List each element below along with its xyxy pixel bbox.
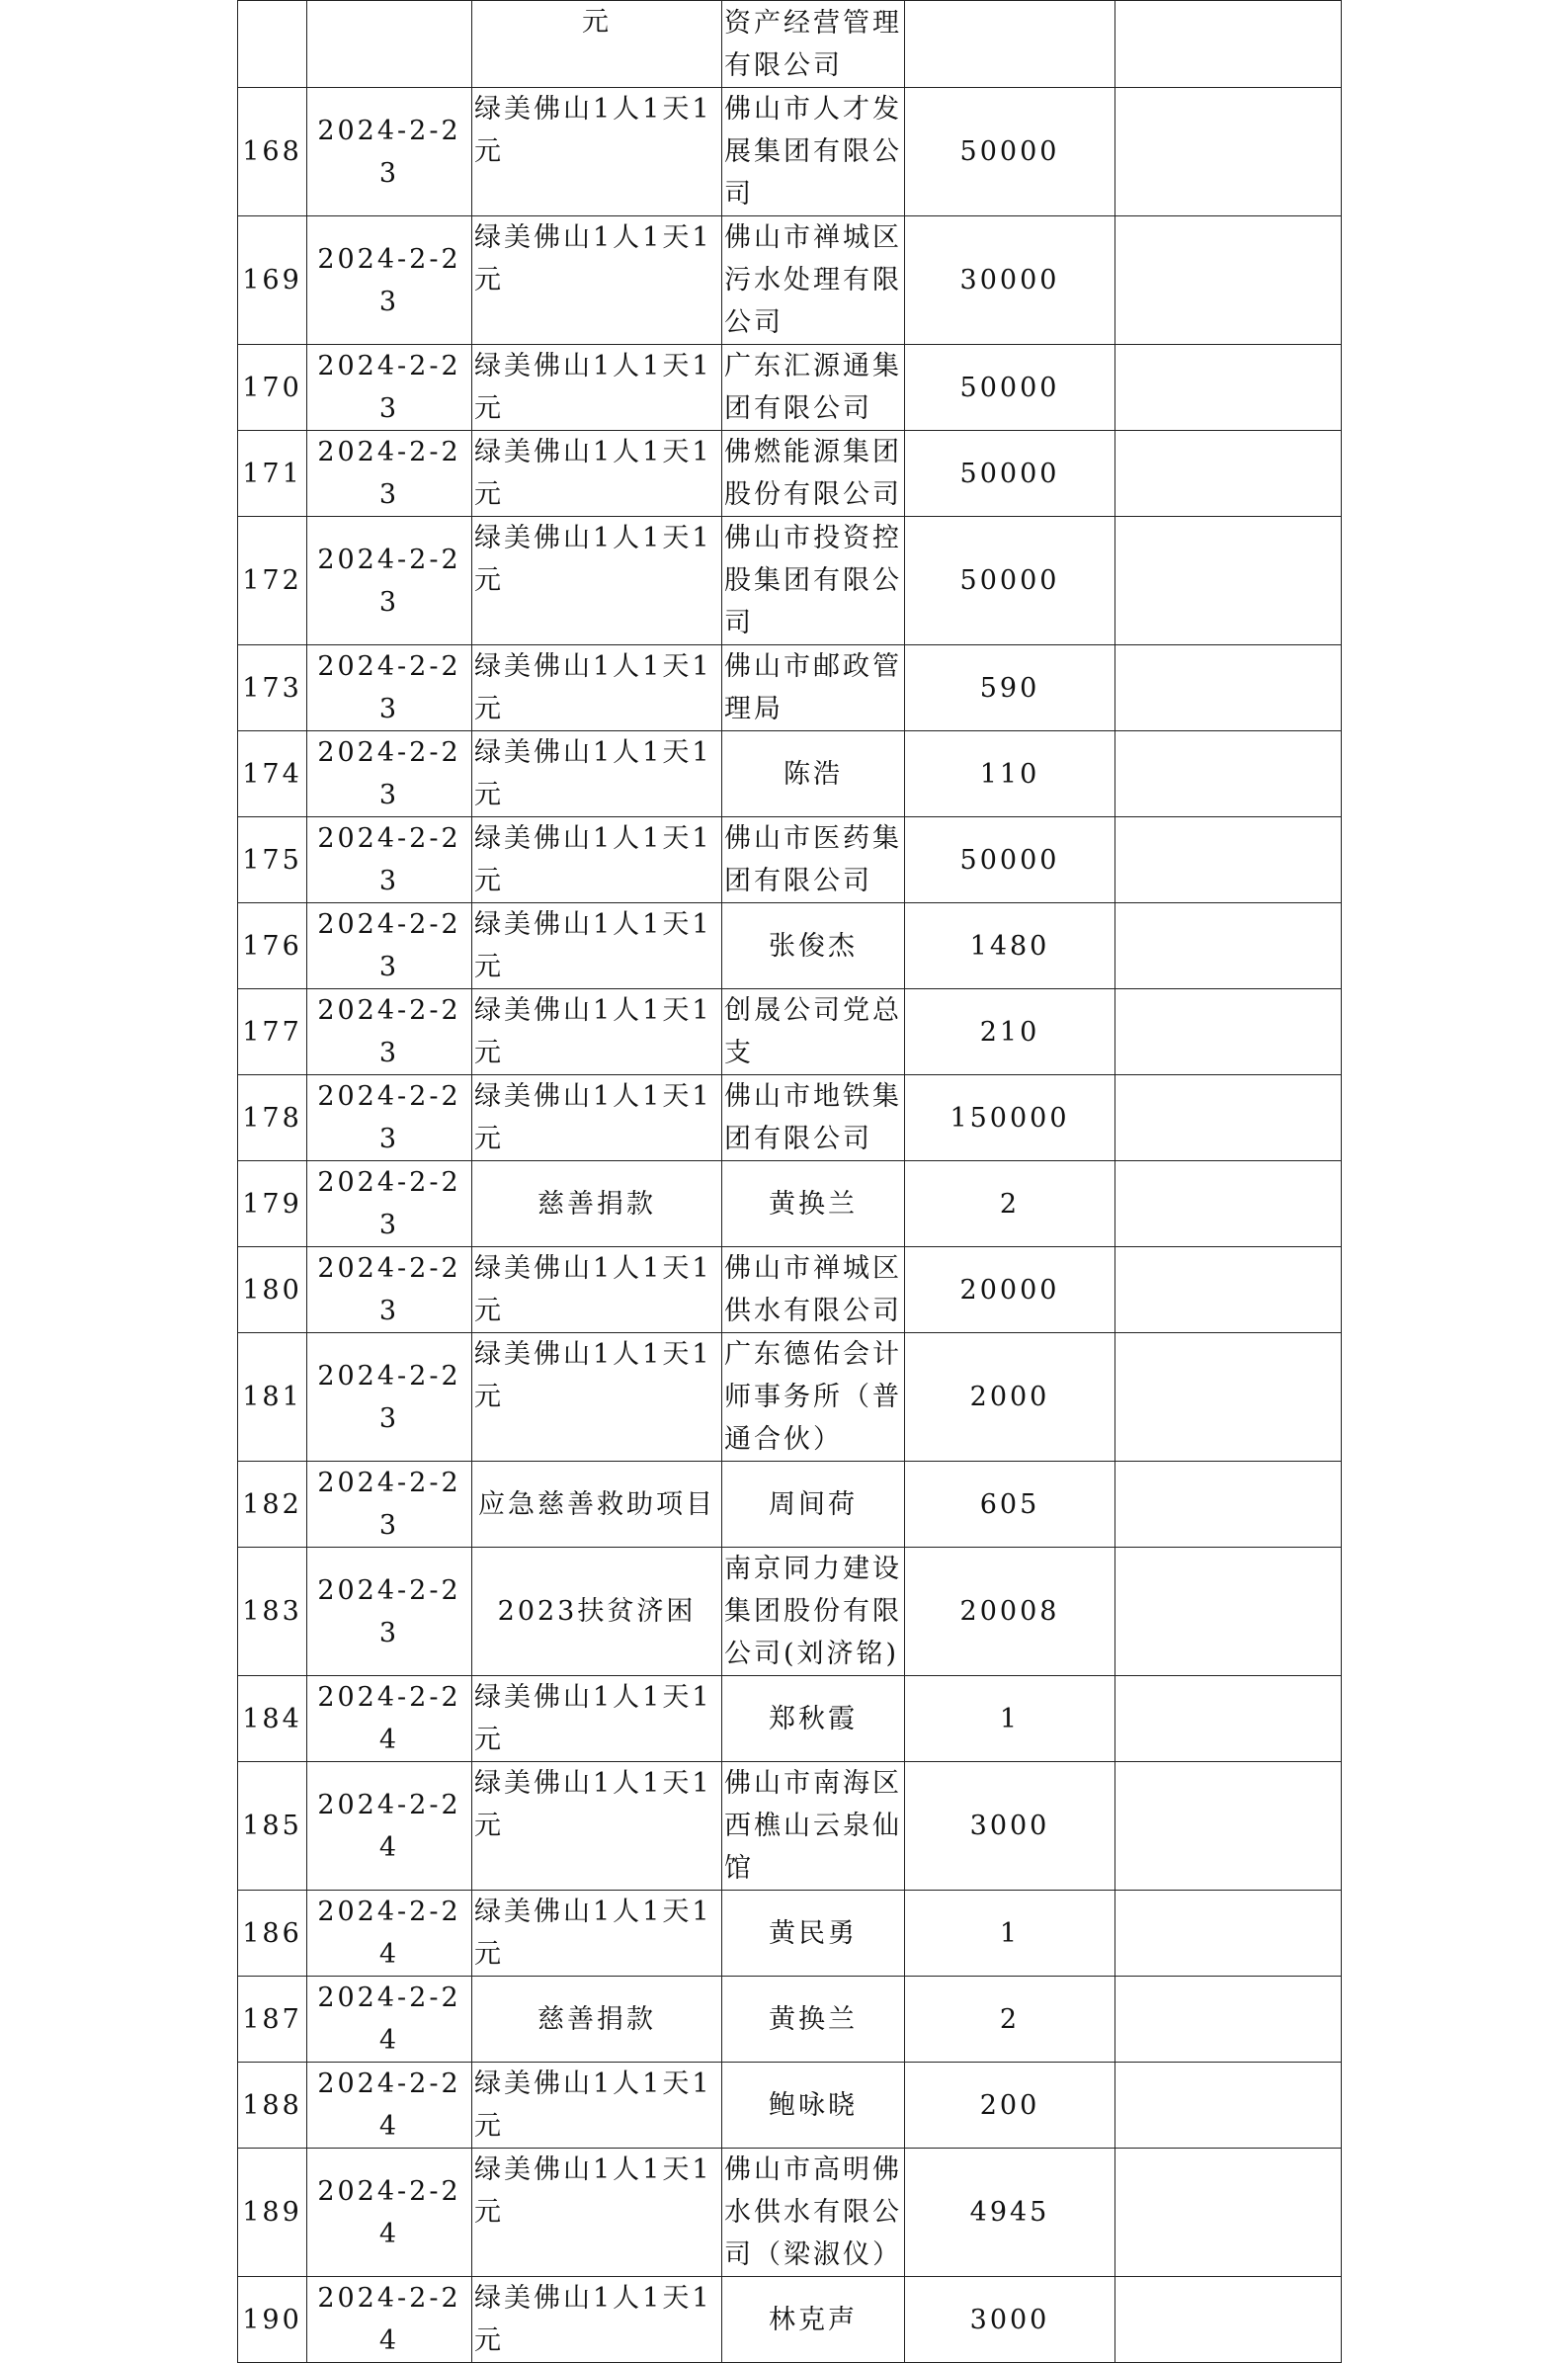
- note-cell: [1115, 1, 1342, 88]
- note-cell: [1115, 1161, 1342, 1247]
- project-cell: 绿美佛山1人1天1元: [472, 345, 722, 431]
- date-cell: 2024-2-23: [307, 345, 472, 431]
- amount-cell: 210: [905, 989, 1115, 1075]
- no-cell: 172: [238, 517, 307, 645]
- donation-table: [237, 0, 1342, 2363]
- no-cell: 189: [238, 2149, 307, 2277]
- note-cell: [1115, 903, 1342, 989]
- table-row: [238, 1548, 1342, 1676]
- amount-cell: 50000: [905, 345, 1115, 431]
- table-row: [238, 1161, 1342, 1247]
- table-row: [238, 903, 1342, 989]
- table-row: [238, 2063, 1342, 2149]
- no-cell: 187: [238, 1977, 307, 2063]
- amount-cell: 50000: [905, 88, 1115, 216]
- donor-cell: 黄民勇: [722, 1891, 905, 1977]
- donor-cell: 鲍咏晓: [722, 2063, 905, 2149]
- date-cell: [307, 1, 472, 88]
- no-cell: 181: [238, 1333, 307, 1462]
- date-cell: 2024-2-23: [307, 1462, 472, 1548]
- no-cell: 186: [238, 1891, 307, 1977]
- table-row: [238, 731, 1342, 817]
- table-row: [238, 216, 1342, 345]
- table-row: [238, 431, 1342, 517]
- project-cell: 慈善捐款: [472, 1977, 722, 2063]
- date-cell: 2024-2-23: [307, 645, 472, 731]
- date-cell: 2024-2-23: [307, 731, 472, 817]
- note-cell: [1115, 989, 1342, 1075]
- table-row: [238, 88, 1342, 216]
- no-cell: 178: [238, 1075, 307, 1161]
- donor-cell: 陈浩: [722, 731, 905, 817]
- amount-cell: 590: [905, 645, 1115, 731]
- no-cell: 177: [238, 989, 307, 1075]
- amount-cell: 150000: [905, 1075, 1115, 1161]
- date-cell: 2024-2-23: [307, 88, 472, 216]
- donor-cell: 佛山市禅城区供水有限公司: [722, 1247, 905, 1333]
- date-cell: 2024-2-23: [307, 431, 472, 517]
- note-cell: [1115, 517, 1342, 645]
- project-cell: 绿美佛山1人1天1元: [472, 431, 722, 517]
- note-cell: [1115, 817, 1342, 903]
- donor-cell: 佛燃能源集团股份有限公司: [722, 431, 905, 517]
- note-cell: [1115, 1247, 1342, 1333]
- amount-cell: 1480: [905, 903, 1115, 989]
- note-cell: [1115, 1676, 1342, 1762]
- note-cell: [1115, 731, 1342, 817]
- table-row-continued: [238, 1, 1342, 88]
- table-row: [238, 1762, 1342, 1891]
- project-cell: 绿美佛山1人1天1元: [472, 731, 722, 817]
- note-cell: [1115, 1462, 1342, 1548]
- note-cell: [1115, 345, 1342, 431]
- date-cell: 2024-2-23: [307, 1247, 472, 1333]
- amount-cell: 2: [905, 1161, 1115, 1247]
- table-row: [238, 1247, 1342, 1333]
- date-cell: 2024-2-23: [307, 216, 472, 345]
- note-cell: [1115, 1548, 1342, 1676]
- note-cell: [1115, 1891, 1342, 1977]
- note-cell: [1115, 2277, 1342, 2363]
- table-row: [238, 1075, 1342, 1161]
- donor-cell: 佛山市人才发展集团有限公司: [722, 88, 905, 216]
- project-cell: 绿美佛山1人1天1元: [472, 989, 722, 1075]
- donor-cell: 广东汇源通集团有限公司: [722, 345, 905, 431]
- date-cell: 2024-2-24: [307, 2063, 472, 2149]
- note-cell: [1115, 645, 1342, 731]
- date-cell: 2024-2-24: [307, 1762, 472, 1891]
- amount-cell: 50000: [905, 431, 1115, 517]
- date-cell: 2024-2-23: [307, 1161, 472, 1247]
- amount-cell: 1: [905, 1891, 1115, 1977]
- no-cell: 174: [238, 731, 307, 817]
- no-cell: 185: [238, 1762, 307, 1891]
- no-cell: 190: [238, 2277, 307, 2363]
- table-row: [238, 517, 1342, 645]
- no-cell: 175: [238, 817, 307, 903]
- date-cell: 2024-2-24: [307, 2277, 472, 2363]
- amount-cell: 605: [905, 1462, 1115, 1548]
- donor-cell: 佛山市南海区西樵山云泉仙馆: [722, 1762, 905, 1891]
- project-cell: 2023扶贫济困: [472, 1548, 722, 1676]
- table-row: [238, 2149, 1342, 2277]
- amount-cell: 50000: [905, 817, 1115, 903]
- no-cell: 171: [238, 431, 307, 517]
- donation-table-body: [238, 1, 1342, 2363]
- date-cell: 2024-2-23: [307, 989, 472, 1075]
- donor-cell: 广东德佑会计师事务所（普通合伙）: [722, 1333, 905, 1462]
- note-cell: [1115, 216, 1342, 345]
- table-row: [238, 345, 1342, 431]
- donor-cell: 佛山市地铁集团有限公司: [722, 1075, 905, 1161]
- note-cell: [1115, 1075, 1342, 1161]
- project-cell: 元: [472, 1, 722, 88]
- project-cell: 绿美佛山1人1天1元: [472, 1676, 722, 1762]
- project-cell: 绿美佛山1人1天1元: [472, 1891, 722, 1977]
- project-cell: 应急慈善救助项目: [472, 1462, 722, 1548]
- amount-cell: 2000: [905, 1333, 1115, 1462]
- note-cell: [1115, 1762, 1342, 1891]
- date-cell: 2024-2-23: [307, 817, 472, 903]
- note-cell: [1115, 2063, 1342, 2149]
- donor-cell: 佛山市邮政管理局: [722, 645, 905, 731]
- no-cell: 188: [238, 2063, 307, 2149]
- no-cell: 179: [238, 1161, 307, 1247]
- project-cell: 绿美佛山1人1天1元: [472, 645, 722, 731]
- amount-cell: [905, 1, 1115, 88]
- table-row: [238, 1676, 1342, 1762]
- date-cell: 2024-2-23: [307, 1333, 472, 1462]
- project-cell: 绿美佛山1人1天1元: [472, 517, 722, 645]
- amount-cell: 50000: [905, 517, 1115, 645]
- amount-cell: 30000: [905, 216, 1115, 345]
- date-cell: 2024-2-23: [307, 517, 472, 645]
- no-cell: 180: [238, 1247, 307, 1333]
- donor-cell: 黄换兰: [722, 1977, 905, 2063]
- donor-cell: 佛山市禅城区污水处理有限公司: [722, 216, 905, 345]
- donor-cell: 创晟公司党总支: [722, 989, 905, 1075]
- date-cell: 2024-2-23: [307, 903, 472, 989]
- no-cell: 183: [238, 1548, 307, 1676]
- project-cell: 绿美佛山1人1天1元: [472, 2063, 722, 2149]
- note-cell: [1115, 431, 1342, 517]
- amount-cell: 200: [905, 2063, 1115, 2149]
- project-cell: 绿美佛山1人1天1元: [472, 1333, 722, 1462]
- date-cell: 2024-2-24: [307, 1891, 472, 1977]
- no-cell: 169: [238, 216, 307, 345]
- table-row: [238, 1462, 1342, 1548]
- donor-cell: 佛山市医药集团有限公司: [722, 817, 905, 903]
- table-row: [238, 1333, 1342, 1462]
- amount-cell: 3000: [905, 1762, 1115, 1891]
- donor-cell: 南京同力建设集团股份有限公司(刘济铭): [722, 1548, 905, 1676]
- table-row: [238, 989, 1342, 1075]
- date-cell: 2024-2-24: [307, 2149, 472, 2277]
- amount-cell: 20000: [905, 1247, 1115, 1333]
- table-row: [238, 1977, 1342, 2063]
- table-row: [238, 645, 1342, 731]
- note-cell: [1115, 1977, 1342, 2063]
- project-cell: 绿美佛山1人1天1元: [472, 817, 722, 903]
- no-cell: 182: [238, 1462, 307, 1548]
- date-cell: 2024-2-23: [307, 1548, 472, 1676]
- table-row: [238, 1891, 1342, 1977]
- table-row: [238, 2277, 1342, 2363]
- project-cell: 绿美佛山1人1天1元: [472, 216, 722, 345]
- amount-cell: 4945: [905, 2149, 1115, 2277]
- amount-cell: 2: [905, 1977, 1115, 2063]
- project-cell: 绿美佛山1人1天1元: [472, 1075, 722, 1161]
- project-cell: 绿美佛山1人1天1元: [472, 88, 722, 216]
- no-cell: 168: [238, 88, 307, 216]
- donor-cell: 佛山市投资控股集团有限公司: [722, 517, 905, 645]
- amount-cell: 20008: [905, 1548, 1115, 1676]
- donor-cell: 黄换兰: [722, 1161, 905, 1247]
- project-cell: 绿美佛山1人1天1元: [472, 903, 722, 989]
- donor-cell: 佛山市高明佛水供水有限公司（梁淑仪）: [722, 2149, 905, 2277]
- note-cell: [1115, 88, 1342, 216]
- date-cell: 2024-2-24: [307, 1977, 472, 2063]
- donor-cell: 林克声: [722, 2277, 905, 2363]
- project-cell: 绿美佛山1人1天1元: [472, 2149, 722, 2277]
- project-cell: 绿美佛山1人1天1元: [472, 1247, 722, 1333]
- no-cell: 176: [238, 903, 307, 989]
- note-cell: [1115, 1333, 1342, 1462]
- date-cell: 2024-2-23: [307, 1075, 472, 1161]
- project-cell: 慈善捐款: [472, 1161, 722, 1247]
- donor-cell: 张俊杰: [722, 903, 905, 989]
- date-cell: 2024-2-24: [307, 1676, 472, 1762]
- table-row: [238, 817, 1342, 903]
- note-cell: [1115, 2149, 1342, 2277]
- donor-cell: 周间荷: [722, 1462, 905, 1548]
- no-cell: [238, 1, 307, 88]
- amount-cell: 110: [905, 731, 1115, 817]
- donor-cell: 郑秋霞: [722, 1676, 905, 1762]
- project-cell: 绿美佛山1人1天1元: [472, 1762, 722, 1891]
- project-cell: 绿美佛山1人1天1元: [472, 2277, 722, 2363]
- no-cell: 184: [238, 1676, 307, 1762]
- amount-cell: 1: [905, 1676, 1115, 1762]
- amount-cell: 3000: [905, 2277, 1115, 2363]
- donor-cell: 资产经营管理有限公司: [722, 1, 905, 88]
- no-cell: 170: [238, 345, 307, 431]
- no-cell: 173: [238, 645, 307, 731]
